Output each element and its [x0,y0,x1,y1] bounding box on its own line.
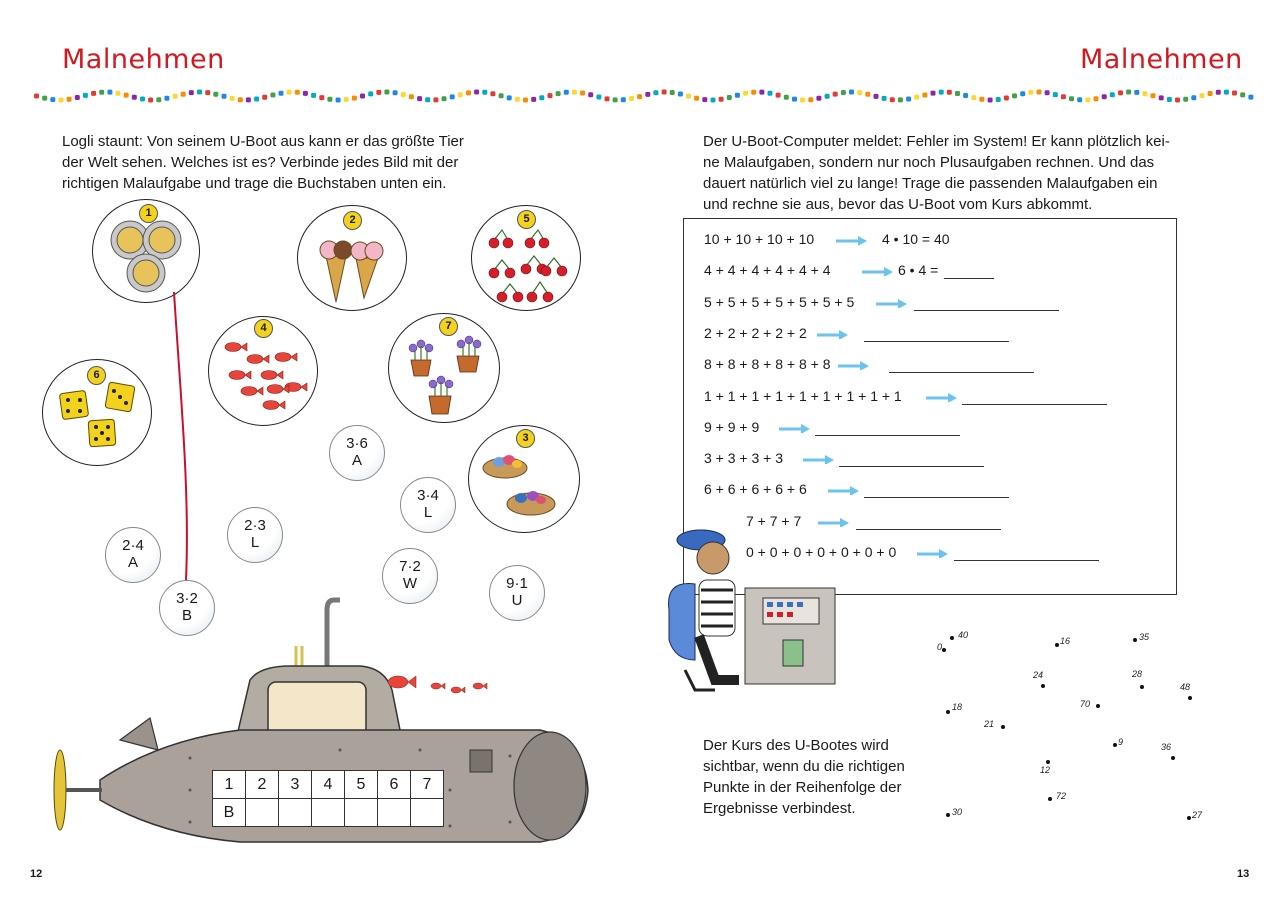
picture-number: 6 [87,366,106,385]
dot-point[interactable] [1055,643,1059,647]
picture-circle-coins[interactable] [92,199,200,303]
arrow-right-icon [779,423,811,433]
page-number-right: 13 [1237,868,1250,880]
arrow-right-icon [862,266,894,276]
dot-label: 28 [1132,669,1143,679]
dot-point[interactable] [1001,725,1005,729]
dot-label: 12 [1040,765,1051,775]
course-line: sichtbar, wenn du die richtigen [703,758,905,775]
right-page-title: Malnehmen [1080,44,1243,75]
dot-point[interactable] [1187,816,1191,820]
dot-point[interactable] [1048,797,1052,801]
answer-line[interactable] [864,497,1009,498]
arrow-right-icon [803,454,835,464]
dot-label: 70 [1080,699,1091,709]
left-intro-line: richtigen Malaufgabe und trage die Buchstaben unten ein. [62,175,447,192]
dot-point[interactable] [1096,704,1100,708]
dot-label: 16 [1060,636,1071,646]
bubble-letter: L [250,534,260,551]
answer-cell[interactable]: B [213,799,246,827]
arrow-right-icon [836,235,868,245]
answer-line[interactable] [962,404,1107,405]
arrow-right-icon [876,298,908,308]
page-number-left: 12 [30,868,43,880]
bubble-letter: W [402,575,418,592]
bubble-task: 3·4 [417,487,439,504]
answer-cell[interactable] [279,799,312,827]
answer-header: 5 [345,771,378,799]
picture-circle-dice[interactable] [42,359,152,466]
dot-label: 72 [1056,791,1067,801]
picture-circle-fish[interactable] [208,316,318,426]
dot-point[interactable] [1171,756,1175,760]
confetti-divider [30,86,1255,106]
answer-header: 2 [246,771,279,799]
course-line: Ergebnisse verbindest. [703,800,856,817]
bubble-letter: A [127,554,138,571]
answer-line[interactable] [856,529,1001,530]
arrow-right-icon [817,329,849,339]
task-bubble[interactable] [227,507,283,563]
course-line: Punkte in der Reihenfolge der [703,779,902,796]
answer-header: 4 [312,771,345,799]
answer-line[interactable] [839,466,984,467]
bubble-letter: L [423,504,433,521]
picture-circle-nests[interactable] [468,425,580,533]
dot-label: 27 [1192,810,1203,820]
task-bubble[interactable] [105,527,161,583]
dot-label: 35 [1139,632,1150,642]
equation-answer: 6 • 4 = [898,262,939,279]
picture-circle-ice-cream[interactable] [297,205,407,311]
example-connection-line [160,290,200,590]
picture-number: 5 [517,210,536,229]
answer-header: 6 [378,771,411,799]
equation-sum: 5 + 5 + 5 + 5 + 5 + 5 + 5 [704,293,855,310]
dot-label: 24 [1033,670,1044,680]
picture-circle-flower-pots[interactable] [388,313,500,423]
arrow-right-icon [838,360,870,370]
dot-label: 9 [1118,737,1124,747]
picture-number: 2 [343,211,362,230]
flower-pot-icon [389,314,499,422]
left-intro-line: Logli staunt: Von seinem U-Boot aus kann er das größte Tier [62,133,464,150]
dot-point[interactable] [1041,684,1045,688]
dot-label: 30 [952,807,963,817]
dot-point[interactable] [1133,638,1137,642]
answer-line[interactable] [889,372,1034,373]
bubble-task: 2·3 [244,517,266,534]
arrow-right-icon [926,392,958,402]
equation-sum: 6 + 6 + 6 + 6 + 6 [704,481,807,498]
right-intro-line: dauert natürlich viel zu lange! Trage die passenden Malaufgaben ein [703,175,1158,192]
right-intro-line: und rechne sie aus, bevor das U-Boot vom Kurs abkommt. [703,196,1093,213]
equation-sum: 2 + 2 + 2 + 2 + 2 [704,324,807,341]
equation-sum: 4 + 4 + 4 + 4 + 4 + 4 [704,262,831,279]
dot-point[interactable] [946,710,950,714]
equation-answer: 4 • 10 = 40 [882,231,950,247]
dot-point[interactable] [1046,760,1050,764]
equation-sum: 1 + 1 + 1 + 1 + 1 + 1 + 1 + 1 + 1 [704,387,902,404]
course-line: Der Kurs des U-Bootes wird [703,737,889,754]
left-intro-line: der Welt sehen. Welches ist es? Verbinde jedes Bild mit der [62,154,459,171]
left-page-title: Malnehmen [62,44,225,75]
dot-label: 18 [952,702,963,712]
dot-point[interactable] [950,636,954,640]
answer-header: 3 [279,771,312,799]
equation-sum: 3 + 3 + 3 + 3 [704,450,784,467]
dot-point[interactable] [1113,743,1117,747]
answer-cell[interactable] [246,799,279,827]
answer-line[interactable] [914,310,1059,311]
task-bubble[interactable] [329,425,385,481]
equation-sum: 8 + 8 + 8 + 8 + 8 + 8 [704,356,831,373]
equation-sum: 0 + 0 + 0 + 0 + 0 + 0 + 0 [746,544,897,560]
answer-header: 7 [411,771,444,799]
answer-cell[interactable] [345,799,378,827]
captain-at-computer-illustration [655,520,855,700]
arrow-right-icon [917,548,949,558]
dot-point[interactable] [1140,685,1144,689]
answer-cell[interactable] [378,799,411,827]
bubble-letter: B [181,607,192,624]
arrow-right-icon [828,485,860,495]
answer-cell[interactable] [411,799,444,827]
equation-sum: 7 + 7 + 7 [746,512,802,529]
fish-icon [209,317,317,425]
cherries-icon [472,206,580,310]
bubble-letter: A [351,452,362,469]
dot-label: 48 [1180,682,1191,692]
bubble-letter: U [511,592,523,609]
bubble-task: 3·6 [346,435,368,452]
dot-label: 40 [958,630,969,640]
right-intro-line: Der U-Boot-Computer meldet: Fehler im System! Er kann plötzlich kei- [703,133,1170,150]
equation-sum: 10 + 10 + 10 + 10 [704,231,815,247]
picture-circle-cherries[interactable] [471,205,581,311]
dot-point[interactable] [946,813,950,817]
dot-label: 0 [937,642,943,652]
right-intro-line: ne Malaufgaben, sondern nur noch Plusaufgaben rechnen. Und das [703,154,1155,171]
coins-icon [93,200,199,302]
picture-number: 1 [139,204,158,223]
ice-cream-icon [298,206,406,310]
picture-number: 4 [254,319,273,338]
bubble-task: 7·2 [399,558,421,575]
left-intro [62,131,482,194]
dot-label: 21 [984,719,995,729]
answer-cell[interactable] [312,799,345,827]
task-bubble[interactable] [400,477,456,533]
nest-icon [469,426,579,532]
picture-number: 7 [439,317,458,336]
equation-sum: 9 + 9 + 9 [704,418,760,435]
dot-point[interactable] [942,648,946,652]
right-intro [703,131,1183,215]
answer-line[interactable] [864,341,1009,342]
dot-point[interactable] [1188,696,1192,700]
bubble-task: 2·4 [122,537,144,554]
answer-header: 1 [213,771,246,799]
bubble-task: 9·1 [506,575,528,592]
answer-line[interactable] [815,435,960,436]
answer-table [212,770,444,827]
answer-line[interactable] [944,278,994,279]
dot-label: 36 [1161,742,1172,752]
answer-line[interactable] [954,560,1099,561]
dice-icon [43,360,151,465]
course-instructions [703,735,933,819]
picture-number: 3 [516,429,535,448]
bubble-task: 3·2 [176,590,198,607]
